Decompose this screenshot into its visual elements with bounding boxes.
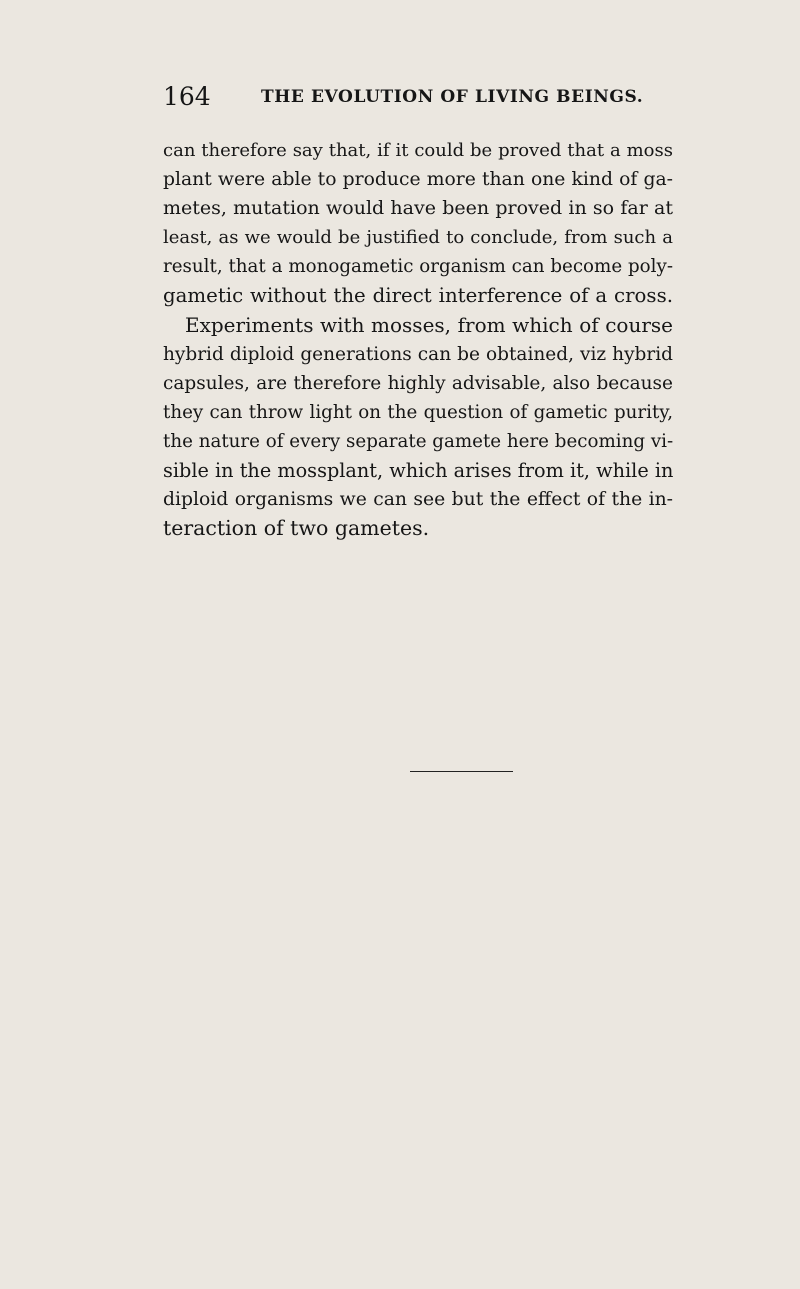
text-line-indented: Experiments with mosses, from which of course — [185, 312, 673, 337]
text-line: metes, mutation would have been proved in so far at — [163, 197, 673, 220]
text-line: gametic without the direct interference of a cross. — [163, 284, 673, 308]
running-head — [163, 82, 663, 112]
text-line: teraction of two gametes. — [163, 516, 430, 541]
text-line: diploid organisms we can see but the effect of the in- — [163, 489, 673, 511]
text-line: capsules, are therefore highly advisable, also because — [163, 372, 673, 394]
text-line: can therefore say that, if it could be proved that a moss — [163, 140, 673, 161]
text-line: sible in the mossplant, which arises from it, while in — [163, 459, 674, 483]
text-line: they can throw light on the question of gametic purity, — [163, 401, 673, 423]
page-number: 164 — [163, 82, 211, 111]
text-line: plant were able to produce more than one kind of ga- — [163, 169, 673, 191]
running-title: THE EVOLUTION OF LIVING BEINGS. — [261, 87, 644, 107]
text-line: least, as we would be justified to conclude, from such a — [163, 227, 673, 249]
text-line: hybrid diploid generations can be obtained, viz hybrid — [163, 343, 673, 365]
text-line: result, that a monogametic organism can become poly- — [163, 256, 673, 278]
text-line: the nature of every separate gamete here becoming vi- — [163, 430, 674, 452]
section-separator — [410, 771, 513, 772]
body-text — [163, 136, 673, 543]
